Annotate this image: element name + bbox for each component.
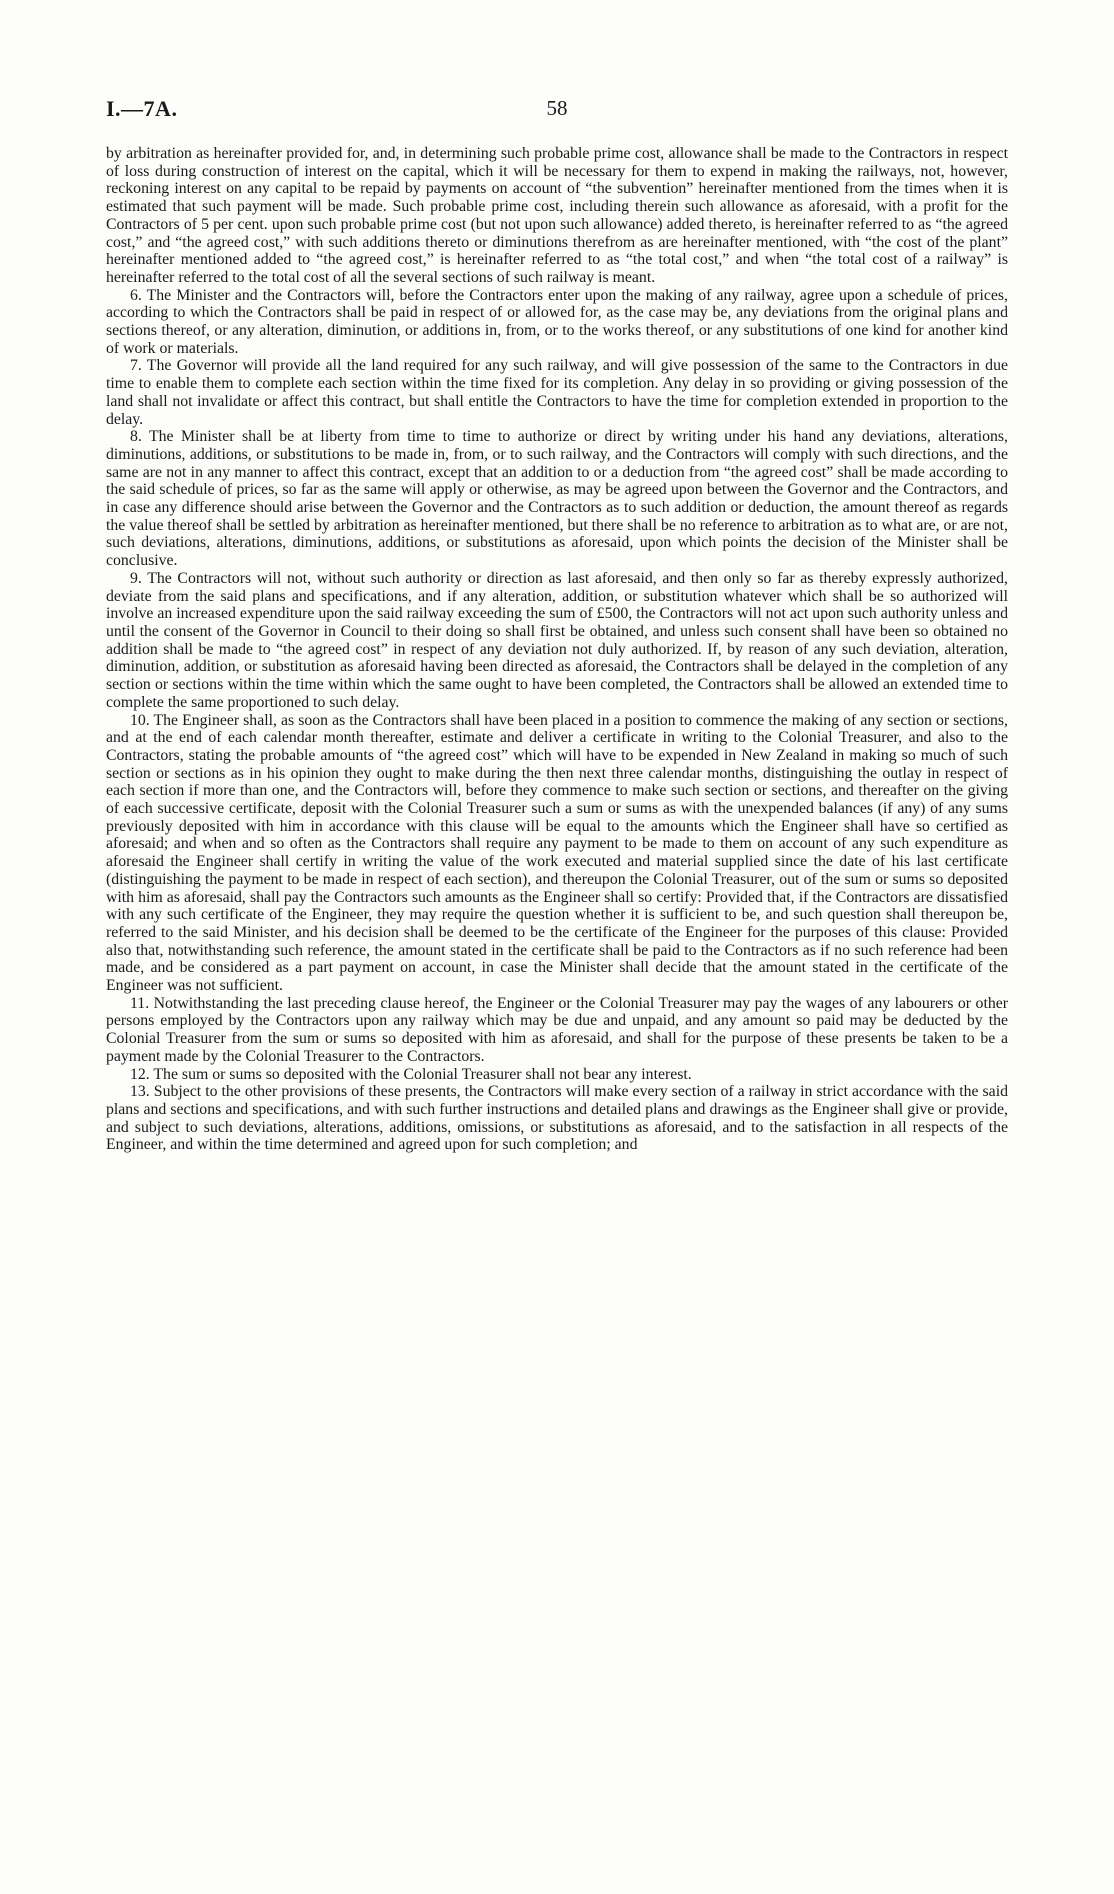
page-header (106, 96, 1008, 126)
clause-6: 6. The Minister and the Contractors will, before the Contractors enter upon the making of any railway, agree upon a schedule of prices, according to which the Contractors shall be paid in respect of or allowed for, as the case may be, any deviations from the original plans and sections thereof, or any alteration, diminution, or additions in, from, or to the works thereof, or any substitutions of one kind for another kind of work or materials. (106, 286, 1008, 357)
paragraph-continuation: by arbitration as hereinafter provided for, and, in determining such probable prime cost, allowance shall be made to the Contractors in respect of loss during construction of interest on the capital, which it will be necessary for them to expend in making the railways, not, however, reckoning interest on any capital to be repaid by payments on account of “the subvention” hereinafter mentioned from the times when it is estimated that such payment will be made. Such probable prime cost, including therein such allowance as aforesaid, with a profit for the Contractors of 5 per cent. upon such probable prime cost (but not upon such allowance) added thereto, is hereinafter referred to as “the agreed cost,” and “the agreed cost,” with such additions thereto or diminutions therefrom as are hereinafter mentioned, with “the cost of the plant” hereinafter mentioned added to “the agreed cost,” is hereinafter referred to as “the total cost,” and when “the total cost of a railway” is hereinafter referred to the total cost of all the several sections of such railway is meant. (106, 145, 1008, 286)
clause-7: 7. The Governor will provide all the land required for any such railway, and will give possession of the same to the Contractors in due time to enable them to complete each section within the time fixed for its completion. Any delay in so providing or giving possession of the land shall not invalidate or affect this contract, but shall entitle the Contractors to have the time for completion extended in proportion to the delay. (106, 357, 1008, 428)
document-reference: I.—7A. (106, 96, 178, 121)
page-number: 58 (546, 96, 568, 120)
clause-12: 12. The sum or sums so deposited with the Colonial Treasurer shall not bear any interest. (130, 1065, 692, 1083)
clause-9: 9. The Contractors will not, without such authority or direction as last aforesaid, and then only so far as thereby expressly authorized, deviate from the said plans and specifications, and if any alteration, addition, or substitution whatever which shall be so authorized will involve an increased expenditure upon the said railway exceeding the sum of £500, the Contractors will not act upon such authority unless and until the consent of the Governor in Council to their doing so shall first be obtained, and unless such consent shall have been so obtained no addition shall be made to “the agreed cost” in respect of any deviation not duly authorized. If, by reason of any such deviation, alteration, diminution, addition, or substitution as aforesaid having been directed as aforesaid, the Contractors shall be delayed in the completion of any section or sections within the time within which the same ought to have been completed, the Contractors shall be allowed an extended time to complete the same proportioned to such delay. (106, 569, 1008, 711)
clause-13: 13. Subject to the other provisions of these presents, the Contractors will make every section of a railway in strict accordance with the said plans and sections and specifications, and with such further instructions and detailed plans and drawings as the Engineer shall give or provide, and subject to such deviations, alterations, additions, omissions, or substitutions as aforesaid, and to the satisfaction in all respects of the Engineer, and within the time determined and agreed upon for such completion; and (106, 1083, 1008, 1154)
clause-8: 8. The Minister shall be at liberty from time to time to authorize or direct by writing under his hand any deviations, alterations, diminutions, additions, or substitutions to be made in, from, or to such railway, and the Contractors will comply with such directions, and the same are not in any manner to affect this contract, except that an addition to or a deduction from “the agreed cost” shall be made according to the said schedule of prices, so far as the same will apply or otherwise, as may be agreed upon between the Governor and the Contractors, and in case any difference should arise between the Governor and the Contractors as to such addition or deduction, the amount thereof as regards the value thereof shall be settled by arbitration as hereinafter mentioned, but there shall be no reference to arbitration as to what are, or are not, such deviations, alterations, diminutions, additions, or substitutions as aforesaid, upon which points the decision of the Minister shall be conclusive. (106, 428, 1008, 570)
clause-11: 11. Notwithstanding the last preceding clause hereof, the Engineer or the Colonial Treasurer may pay the wages of any labourers or other persons employed by the Contractors upon any railway which may be due and unpaid, and any amount so paid may be deducted by the Colonial Treasurer from the sum or sums so deposited with him as aforesaid, and shall for the purpose of these presents be taken to be a payment made by the Colonial Treasurer to the Contractors. (106, 994, 1008, 1065)
body-text (106, 145, 1008, 1154)
clause-10: 10. The Engineer shall, as soon as the Contractors shall have been placed in a position to commence the making of any section or sections, and at the end of each calendar month thereafter, estimate and deliver a certificate in writing to the Colonial Treasurer, and also to the Contractors, stating the probable amounts of “the agreed cost” which will have to be expended in New Zealand in making so much of such section or sections as in his opinion they ought to make during the then next three calendar months, distinguishing the outlay in respect of each section if more than one, and the Contractors will, before they commence to make such section or sections, and thereafter on the giving of each successive certificate, deposit with the Colonial Treasurer such a sum or sums as with the unexpended balances (if any) of any sums previously deposited with him in accordance with this clause will be equal to the amounts which the Engineer shall have so certified as aforesaid; and when and so often as the Contractors shall require any payment to be made to them on account of any such expenditure as aforesaid the Engineer shall certify in writing the value of the work executed and material supplied since the date of his last certificate (distinguishing the payment to be made in respect of each section), and thereupon the Colonial Treasurer, out of the sum or sums so deposited with him as aforesaid, shall pay the Contractors such amounts as the Engineer shall so certify: Provided that, if the Contractors are dissatisfied with any such certificate of the Engineer, they may require the question whether it is sufficient to be, and such question shall thereupon be, referred to the said Minister, and his decision shall be deemed to be the certificate of the Engineer for the purposes of this clause: Provided also that, notwithstanding such reference, the amount stated in the certificate shall be paid to the Contractors as if no such reference had been made, and be considered as a part payment on account, in case the Minister shall decide that the amount stated in the certificate of the Engineer was not sufficient. (106, 711, 1008, 995)
